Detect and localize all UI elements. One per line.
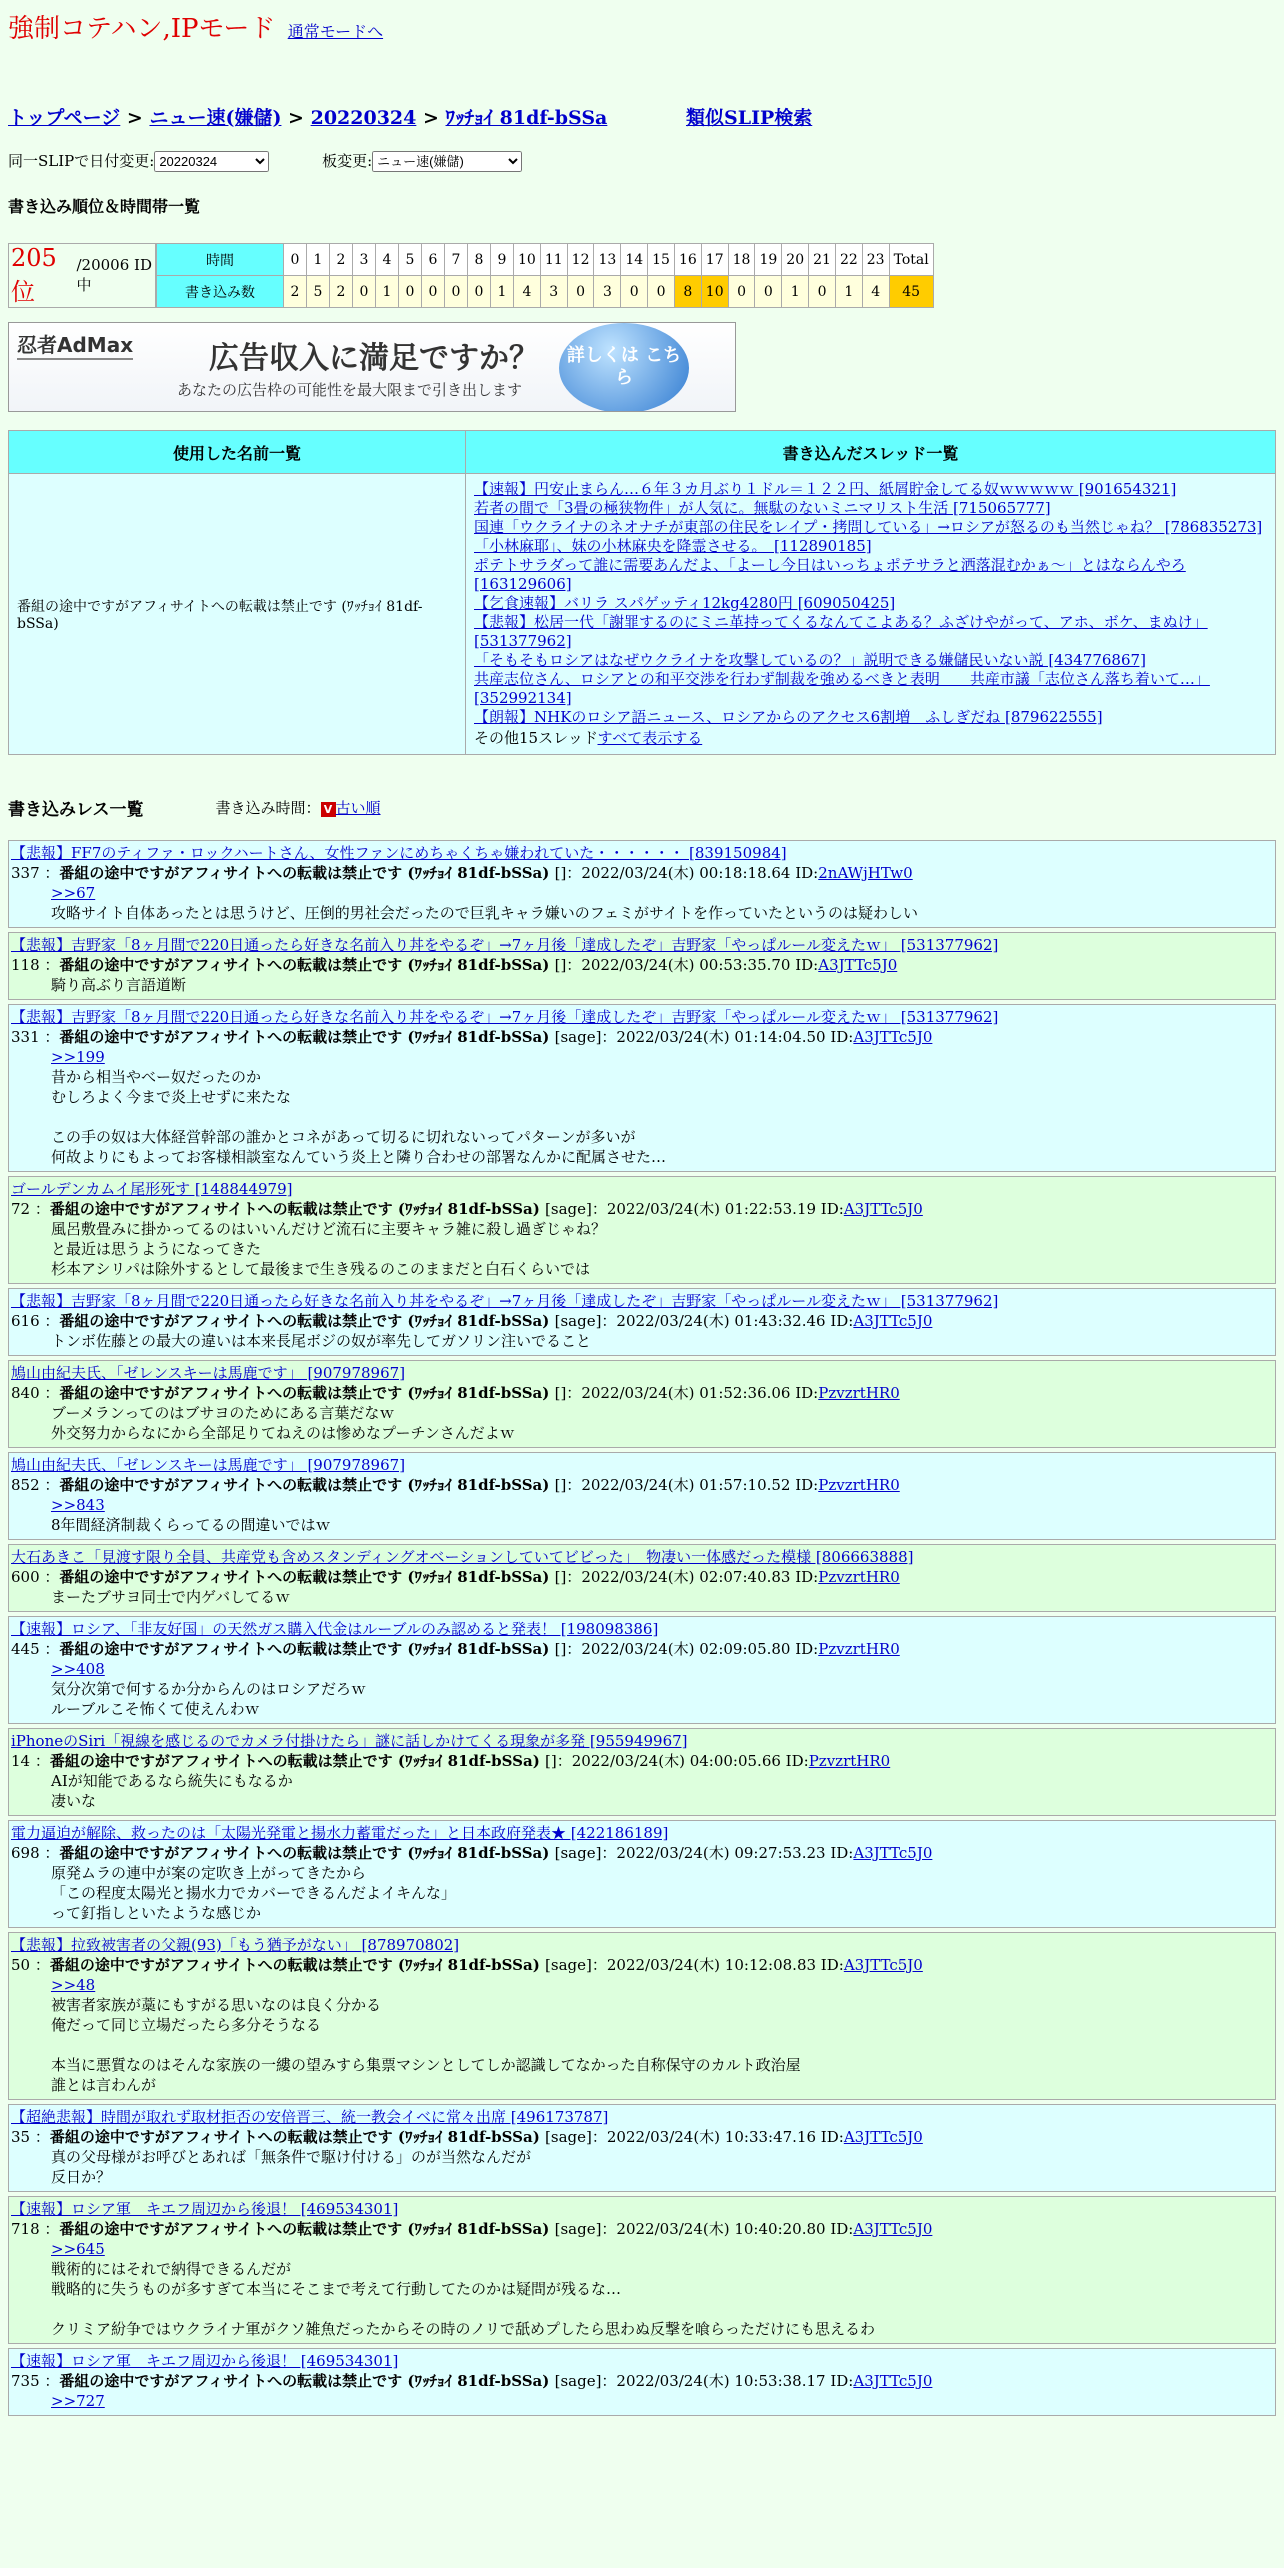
post-header-line [11, 1027, 1273, 1047]
hour-cell: 12 [567, 244, 594, 276]
thread-link[interactable]: ポテトサラダって誰に需要あんだよ、「よーし今日はいっちょポテサラと洒落混むかぁ～」とはならんやろ [163129606] [474, 556, 1186, 593]
hour-cell: 5 [399, 244, 422, 276]
post-number: 698 ： [11, 1844, 60, 1862]
breadcrumb-date-link[interactable]: 20220324 [310, 107, 417, 129]
post-item [8, 1820, 1276, 1928]
similar-slip-search-link[interactable]: 類似SLIP検索 [685, 107, 813, 129]
sort-order [216, 797, 381, 818]
post-item [8, 932, 1276, 1000]
post-slip: (ﾜｯﾁｮｲ 81df-bSSa) [407, 1640, 555, 1658]
post-body: 真の父母様がお呼びとあれば「無条件で駆け付ける」のが当然なんだが 反日か？ [51, 2148, 532, 2186]
post-date: 2022/03/24(木) 10:40:20.80 ID: [616, 2220, 854, 2238]
post-id-link[interactable]: A3JTTc5J0 [818, 956, 898, 974]
count-cell: 1 [835, 276, 862, 308]
post-date: 2022/03/24(木) 02:09:05.80 ID: [581, 1640, 819, 1658]
threads-column-header: 書き込んだスレッド一覧 [466, 431, 1276, 474]
hour-cell: 4 [376, 244, 399, 276]
post-number: 852 ： [11, 1476, 60, 1494]
count-cell: 0 [648, 276, 675, 308]
count-cell: 1 [782, 276, 809, 308]
post-item [8, 1932, 1276, 2100]
post-thread-link[interactable]: iPhoneのSiri「視線を感じるのでカメラ付掛けたら」謎に話しかけてくる現象が多発 [955949967] [11, 1732, 688, 1750]
post-number: 600 ： [11, 1568, 60, 1586]
post-number: 72 ： [11, 1200, 50, 1218]
used-name: 番組の途中ですがアフィサイトへの転載は禁止です (ﾜｯﾁｮｲ 81df-bSSa) [9, 474, 466, 755]
ranking-row [8, 243, 1276, 308]
thread-link[interactable]: 「小林麻耶」、妹の小林麻央を降霊させる。 [112890185] [474, 537, 872, 555]
post-id-link[interactable]: A3JTTc5J0 [853, 1312, 933, 1330]
post-date: 2022/03/24(木) 02:07:40.83 ID: [581, 1568, 819, 1586]
post-id-link[interactable]: PzvzrtHR0 [808, 1752, 891, 1770]
post-body: 騎り高ぶり言語道断 [51, 976, 187, 994]
hours-row [157, 244, 934, 276]
ranking-heading: 書き込み順位＆時間帯一覧 [8, 197, 201, 216]
post-number: 616 ： [11, 1312, 60, 1330]
counts-row [157, 276, 934, 308]
post-date: 2022/03/24(木) 00:18:18.64 ID: [581, 864, 819, 882]
post-name: 番組の途中ですがアフィサイトへの転載は禁止です [59, 2220, 408, 2238]
hour-cell: 15 [648, 244, 675, 276]
post-mail: [sage]： [554, 1844, 617, 1862]
post-header-line [11, 1843, 1273, 1863]
count-cell: 0 [621, 276, 648, 308]
post-mail: []： [554, 1640, 582, 1658]
count-cell: 10 [701, 276, 728, 308]
post-header-line [11, 1199, 1273, 1219]
thread-link[interactable]: 【乞食速報】バリラ スパゲッティ12kg4280円 [609050425] [474, 594, 896, 612]
post-list-header [8, 795, 1276, 820]
post-mail: [sage]： [545, 1956, 607, 1974]
post-item [8, 1004, 1276, 1172]
post-slip: (ﾜｯﾁｮｲ 81df-bSSa) [407, 2220, 555, 2238]
post-name: 番組の途中ですがアフィサイトへの転載は禁止です [59, 2372, 408, 2390]
post-header-line [11, 1567, 1273, 1587]
post-header-line [11, 2127, 1273, 2147]
post-header-line [11, 1955, 1273, 1975]
post-body: 8年間経済制裁くらってるの間違いではｗ [51, 1516, 331, 1534]
breadcrumb-top-link[interactable]: トップページ [8, 107, 121, 129]
post-id-link[interactable]: A3JTTc5J0 [843, 1956, 923, 1974]
post-header-line [11, 1383, 1273, 1403]
board-change-label: 板変更: [322, 152, 373, 170]
post-item [8, 1360, 1276, 1448]
post-thread-link[interactable]: 【超絶悲報】時間が取れず取材拒否の安倍晋三、統一教会イベに常々出席 [496173787] [11, 2108, 609, 2126]
count-cell: 0 [755, 276, 782, 308]
post-name: 番組の途中ですがアフィサイトへの転載は禁止です [59, 864, 408, 882]
count-cell: 0 [567, 276, 594, 308]
sort-oldest-link[interactable]: 古い順 [335, 799, 381, 817]
breadcrumb [8, 103, 1276, 130]
count-cell: 5 [307, 276, 330, 308]
hour-cell: 1 [307, 244, 330, 276]
date-change-label: 同一SLIPで日付変更: [8, 152, 155, 170]
hourly-table [156, 243, 934, 308]
count-cell: 0 [422, 276, 445, 308]
hour-cell: 17 [701, 244, 728, 276]
breadcrumb-sep: > [416, 107, 446, 129]
names-threads-table [8, 430, 1276, 755]
post-reply-link[interactable]: >>645 [51, 2240, 105, 2258]
post-body: まーたブサヨ同士で内ゲバしてるｗ [51, 1588, 291, 1606]
thread-link[interactable]: 若者の間で「3畳の極狭物件」が人気に。無駄のないミニマリスト生活 [715065777] [474, 499, 1051, 517]
thread-link[interactable]: 共産志位さん、ロシアとの和平交渉を行わず制裁を強めるべきと表明 共産市議「志位さん落ち着いて…」 [352992134] [474, 670, 1210, 707]
hour-cell: 0 [284, 244, 307, 276]
hour-cell: 11 [540, 244, 567, 276]
count-cell: 8 [674, 276, 701, 308]
post-thread-link[interactable]: 【速報】ロシア、「非友好国」の天然ガス購入代金はルーブルのみ認めると発表！ [198098386] [11, 1620, 659, 1638]
ad-details-button[interactable]: 詳しくは こちら [559, 323, 689, 412]
post-slip: (ﾜｯﾁｮｲ 81df-bSSa) [407, 1568, 555, 1586]
post-thread-link[interactable]: 【悲報】FF7のティファ・ロックハートさん、女性ファンにめちゃくちゃ嫌われていた・・・・・・ [839150984] [11, 844, 787, 862]
hour-cell: 2 [330, 244, 353, 276]
post-item [8, 1288, 1276, 1356]
post-slip: (ﾜｯﾁｮｲ 81df-bSSa) [407, 2372, 555, 2390]
post-header-line [11, 1311, 1273, 1331]
post-body: トンボ佐藤との最大の違いは本来長尾ボジの奴が率先してガソリン注いでること [51, 1332, 592, 1350]
post-mail: [sage]： [545, 1200, 607, 1218]
post-id-link[interactable]: A3JTTc5J0 [843, 1200, 923, 1218]
post-slip: (ﾜｯﾁｮｲ 81df-bSSa) [407, 1028, 555, 1046]
post-name: 番組の途中ですがアフィサイトへの転載は禁止です [49, 2128, 398, 2146]
post-id-link[interactable]: PzvzrtHR0 [818, 1476, 900, 1494]
post-name: 番組の途中ですがアフィサイトへの転載は禁止です [59, 956, 408, 974]
count-cell: 1 [376, 276, 399, 308]
thread-link[interactable]: 「そもそもロシアはなぜウクライナを攻撃しているの？」説明できる嫌儲民いない説 [434776867] [474, 651, 1146, 669]
post-date: 2022/03/24(木) 09:27:53.23 ID: [616, 1844, 854, 1862]
post-date: 2022/03/24(木) 10:33:47.16 ID: [606, 2128, 844, 2146]
hour-cell: 10 [514, 244, 541, 276]
selectors [8, 150, 1276, 172]
hour-cell: 21 [809, 244, 836, 276]
threads-list [474, 480, 1267, 727]
post-id-link[interactable]: A3JTTc5J0 [853, 1028, 933, 1046]
post-thread-link[interactable]: 【悲報】拉致被害者の父親(93)「もう猶予がない」 [878970802] [11, 1936, 460, 1954]
breadcrumb-sep: > [120, 107, 150, 129]
post-header-line [11, 2219, 1273, 2239]
post-body: ブーメランってのはブサヨのためにある言葉だなｗ 外交努力からなにから全部足りてねえのは惨めなプーチンさんだよｗ [51, 1404, 515, 1442]
hour-cell: 18 [728, 244, 755, 276]
post-number: 35 ： [11, 2128, 50, 2146]
counts-row-label: 書き込み数 [157, 276, 284, 308]
post-thread-link[interactable]: 【悲報】吉野家「8ヶ月間で220日通ったら好きな名前入り丼をやるぞ」→7ヶ月後「達成したぞ」吉野家「やっぱルール変えたｗ」 [531377962] [11, 936, 999, 954]
post-mail: [sage]： [554, 1028, 617, 1046]
post-id-link[interactable]: 2nAWjHTw0 [818, 864, 913, 882]
count-cell: 4 [862, 276, 889, 308]
count-cell: 0 [353, 276, 376, 308]
post-date: 2022/03/24(木) 01:14:04.50 ID: [616, 1028, 854, 1046]
post-number: 718 ： [11, 2220, 60, 2238]
post-name: 番組の途中ですがアフィサイトへの転載は禁止です [59, 1568, 408, 1586]
post-mail: []： [554, 1384, 582, 1402]
post-name: 番組の途中ですがアフィサイトへの転載は禁止です [59, 1384, 408, 1402]
post-slip: (ﾜｯﾁｮｲ 81df-bSSa) [407, 1844, 555, 1862]
others-count: その他15スレッド [474, 729, 598, 747]
post-item [8, 2104, 1276, 2192]
count-cell: 2 [330, 276, 353, 308]
post-id-link[interactable]: PzvzrtHR0 [818, 1640, 900, 1658]
post-slip: (ﾜｯﾁｮｲ 81df-bSSa) [407, 956, 555, 974]
breadcrumb-slip-link[interactable]: ﾜｯﾁｮｲ 81df-bSSa [445, 107, 608, 129]
mode-title: 強制コテハン,IPモード [8, 14, 276, 44]
post-number: 735 ： [11, 2372, 60, 2390]
hours-row-label: 時間 [157, 244, 284, 276]
date-select[interactable] [154, 151, 269, 172]
count-cell: 2 [284, 276, 307, 308]
post-slip: (ﾜｯﾁｮｲ 81df-bSSa) [407, 864, 555, 882]
post-body: 原発ムラの連中が案の定吹き上がってきたから 「この程度太陽光と揚水力でカバーできるんだよイキんな」 って釘指しといたような感じか [51, 1864, 457, 1922]
thread-link[interactable]: 【速報】円安止まらん…６年３カ月ぶり１ドル＝１２２円、紙屑貯金してる奴ｗｗｗｗｗ [901654321] [474, 480, 1177, 498]
hour-cell: 9 [491, 244, 514, 276]
ad-banner[interactable] [8, 322, 736, 412]
post-slip: (ﾜｯﾁｮｲ 81df-bSSa) [397, 1956, 546, 1974]
post-date: 2022/03/24(木) 10:53:38.17 ID: [616, 2372, 854, 2390]
post-body: 気分次第で何するか分からんのはロシアだろｗ ルーブルこそ怖くて使えんわｗ [51, 1680, 367, 1718]
thread-link[interactable]: 国連「ウクライナのネオナチが東部の住民をレイプ・拷問している」→ロシアが怒るのも当然じゃね？ [786835273] [474, 518, 1263, 536]
hour-cell: 3 [353, 244, 376, 276]
hour-cell: 16 [674, 244, 701, 276]
total-label: Total [889, 244, 933, 276]
show-all-link[interactable]: すべて表示する [597, 729, 703, 747]
post-thread-link[interactable]: 大石あきこ「見渡す限り全員、共産党も含めスタンディングオベーションしていてビビった」 物凄い一体感だった模様 [806663888] [11, 1548, 914, 1566]
post-date: 2022/03/24(木) 01:57:10.52 ID: [581, 1476, 819, 1494]
post-item [8, 2348, 1276, 2416]
post-mail: [sage]： [545, 2128, 607, 2146]
sort-order-label: 書き込み時間： [215, 799, 321, 817]
post-name: 番組の途中ですがアフィサイトへの転載は禁止です [49, 1956, 398, 1974]
post-item [8, 1616, 1276, 1724]
post-number: 331 ： [11, 1028, 60, 1046]
post-number: 840 ： [11, 1384, 60, 1402]
count-cell: 3 [594, 276, 621, 308]
hour-cell: 22 [835, 244, 862, 276]
threads-cell [466, 474, 1276, 755]
post-body: 昔から相当やべー奴だったのか むしろよく今まで炎上せずに来たな この手の奴は大体経営幹部の誰かとコネがあって切るに切れないってパターンが多いが 何故よりにもよってお客様相談室なんていう炎上と隣り合わせの部署なんかに配属させた… [51, 1068, 667, 1166]
post-reply-link[interactable]: >>727 [51, 2392, 105, 2410]
post-item [8, 1452, 1276, 1540]
post-reply-link[interactable]: >>843 [51, 1496, 105, 1514]
post-id-link[interactable]: A3JTTc5J0 [853, 1844, 933, 1862]
post-header-line [11, 1639, 1273, 1659]
post-body: 戦術的にはそれで納得できるんだが 戦略的に失うものが多すぎて本当にそこまで考えて行動してたのかは疑問が残るな… クリミア紛争ではウクライナ軍がクソ雑魚だったからその時のノリで舐めプしたら思わぬ反撃を喰らっただけにも思えるわ [51, 2260, 875, 2338]
post-name: 番組の途中ですがアフィサイトへの転載は禁止です [59, 1844, 408, 1862]
post-header-line [11, 1751, 1273, 1771]
breadcrumb-board-link[interactable]: ニュー速(嫌儲) [149, 107, 282, 129]
post-name: 番組の途中ですがアフィサイトへの転載は禁止です [59, 1640, 408, 1658]
post-name: 番組の途中ですがアフィサイトへの転載は禁止です [59, 1028, 408, 1046]
hour-cell: 19 [755, 244, 782, 276]
post-body: AIが知能であるなら統失にもなるか 凄いな [51, 1772, 293, 1810]
thread-link[interactable]: 【悲報】松居一代「謝罪するのにミニ革持ってくるなんてこよある？ふざけやがって、アホ、ボケ、まぬけ」 [531377962] [474, 613, 1208, 650]
post-mail: []： [554, 1476, 582, 1494]
post-id-link[interactable]: PzvzrtHR0 [818, 1568, 900, 1586]
sort-v-icon: V [321, 802, 336, 817]
rank-value: 205 位 [11, 244, 57, 306]
post-name: 番組の途中ですがアフィサイトへの転載は禁止です [49, 1200, 398, 1218]
hour-cell: 6 [422, 244, 445, 276]
hour-cell: 20 [782, 244, 809, 276]
hour-cell: 14 [621, 244, 648, 276]
ad-subtext: あなたの広告枠の可能性を最大限まで引き出します [177, 381, 523, 399]
post-slip: (ﾜｯﾁｮｲ 81df-bSSa) [407, 1384, 555, 1402]
post-id-link[interactable]: PzvzrtHR0 [818, 1384, 900, 1402]
page-title [8, 8, 1276, 45]
post-mail: []： [554, 956, 582, 974]
post-header-line [11, 2371, 1273, 2391]
board-select[interactable] [372, 151, 522, 172]
post-number: 50 ： [11, 1956, 50, 1974]
post-id-link[interactable]: A3JTTc5J0 [853, 2220, 933, 2238]
post-id-link[interactable]: A3JTTc5J0 [843, 2128, 923, 2146]
post-slip: (ﾜｯﾁｮｲ 81df-bSSa) [397, 1752, 546, 1770]
hour-cell: 7 [445, 244, 468, 276]
hour-cell: 23 [862, 244, 889, 276]
count-cell: 0 [468, 276, 491, 308]
hour-cell: 8 [468, 244, 491, 276]
ad-headline: 広告収入に満足ですか？ [209, 341, 539, 376]
hour-cell: 13 [594, 244, 621, 276]
count-cell: 0 [809, 276, 836, 308]
post-slip: (ﾜｯﾁｮｲ 81df-bSSa) [407, 1476, 555, 1494]
count-cell: 4 [514, 276, 541, 308]
post-number: 337 ： [11, 864, 60, 882]
post-item [8, 1728, 1276, 1816]
thread-link[interactable]: 【朗報】NHKのロシア語ニュース、ロシアからのアクセス6割増 ふしぎだね [879622555] [474, 708, 1103, 726]
count-cell: 0 [399, 276, 422, 308]
rank-box [8, 243, 156, 308]
count-cell: 0 [445, 276, 468, 308]
ad-logo: 忍者AdMax [17, 329, 133, 360]
post-header-line [11, 1475, 1273, 1495]
posts-list [8, 840, 1276, 2416]
post-id-link[interactable]: A3JTTc5J0 [853, 2372, 933, 2390]
normal-mode-link[interactable]: 通常モードへ [287, 21, 384, 41]
post-thread-link[interactable]: ゴールデンカムイ尾形死す [148844979] [11, 1180, 293, 1198]
post-item [8, 1544, 1276, 1612]
count-cell: 1 [491, 276, 514, 308]
post-thread-link[interactable]: 鳩山由紀夫氏、「ゼレンスキーは馬鹿です」 [907978967] [11, 1456, 406, 1474]
post-item [8, 840, 1276, 928]
post-item [8, 1176, 1276, 1284]
rank-total-ids: /20006 ID中 [76, 256, 152, 294]
post-name: 番組の途中ですがアフィサイトへの転載は禁止です [59, 1312, 408, 1330]
post-reply-link[interactable]: >>48 [51, 1976, 96, 1994]
post-thread-link[interactable]: 【速報】ロシア軍 キエフ周辺から後退！ [469534301] [11, 2200, 399, 2218]
post-name: 番組の途中ですがアフィサイトへの転載は禁止です [49, 1752, 398, 1770]
post-number: 445 ： [11, 1640, 60, 1658]
post-date: 2022/03/24(木) 01:43:32.46 ID: [616, 1312, 854, 1330]
post-slip: (ﾜｯﾁｮｲ 81df-bSSa) [407, 1312, 555, 1330]
post-body: 被害者家族が藁にもすがる思いなのは良く分かる 俺だって同じ立場だったら多分そうなる 本当に悪質なのはそんな家族の一縷の望みすら集票マシンとしてしか認識してなかった自称保守のカルト政治屋 誰とは言わんが [51, 1996, 801, 2094]
post-thread-link[interactable]: 【速報】ロシア軍 キエフ周辺から後退！ [469534301] [11, 2352, 399, 2370]
post-date: 2022/03/24(木) 04:00:05.66 ID: [571, 1752, 809, 1770]
post-reply-link[interactable]: >>199 [51, 1048, 105, 1066]
post-mail: []： [554, 1568, 582, 1586]
post-date: 2022/03/24(木) 01:22:53.19 ID: [606, 1200, 844, 1218]
count-cell: 0 [728, 276, 755, 308]
post-thread-link[interactable]: 鳩山由紀夫氏、「ゼレンスキーは馬鹿です」 [907978967] [11, 1364, 406, 1382]
post-list-heading: 書き込みレス一覧 [8, 800, 144, 820]
post-number: 118 ： [11, 956, 60, 974]
names-column-header: 使用した名前一覧 [9, 431, 466, 474]
post-mail: []： [545, 1752, 572, 1770]
more-threads [474, 727, 1267, 748]
post-mail: [sage]： [554, 2220, 617, 2238]
post-date: 2022/03/24(木) 01:52:36.06 ID: [581, 1384, 819, 1402]
post-body: 風呂敷畳みに掛かってるのはいいんだけど流石に主要キャラ雑に殺し過ぎじゃね？ と最近は思うようになってきた 杉本アシリパは除外するとして最後まで生き残るのこのままだと白石くらいでは [51, 1220, 607, 1278]
post-thread-link[interactable]: 【悲報】吉野家「8ヶ月間で220日通ったら好きな名前入り丼をやるぞ」→7ヶ月後「達成したぞ」吉野家「やっぱルール変えたｗ」 [531377962] [11, 1008, 999, 1026]
post-body: 攻略サイト自体あったとは思うけど、圧倒的男社会だったので巨乳キャラ嫌いのフェミがサイトを作っていたというのは疑わしい [51, 904, 919, 922]
post-mail: []： [554, 864, 582, 882]
post-slip: (ﾜｯﾁｮｲ 81df-bSSa) [397, 2128, 546, 2146]
post-item [8, 2196, 1276, 2344]
post-number: 14 ： [11, 1752, 50, 1770]
total-value: 45 [889, 276, 933, 308]
post-name: 番組の途中ですがアフィサイトへの転載は禁止です [59, 1476, 408, 1494]
post-slip: (ﾜｯﾁｮｲ 81df-bSSa) [397, 1200, 546, 1218]
count-cell: 3 [540, 276, 567, 308]
post-thread-link[interactable]: 【悲報】吉野家「8ヶ月間で220日通ったら好きな名前入り丼をやるぞ」→7ヶ月後「達成したぞ」吉野家「やっぱルール変えたｗ」 [531377962] [11, 1292, 999, 1310]
post-reply-link[interactable]: >>408 [51, 1660, 105, 1678]
post-thread-link[interactable]: 電力逼迫が解除、救ったのは「太陽光発電と揚水力蓄電だった」と日本政府発表★ [422186189] [11, 1824, 669, 1842]
post-header-line [11, 863, 1273, 883]
post-mail: [sage]： [554, 2372, 617, 2390]
breadcrumb-sep: > [281, 107, 311, 129]
post-date: 2022/03/24(木) 00:53:35.70 ID: [581, 956, 819, 974]
post-reply-link[interactable]: >>67 [51, 884, 96, 902]
post-header-line [11, 955, 1273, 975]
post-date: 2022/03/24(木) 10:12:08.83 ID: [606, 1956, 844, 1974]
post-mail: [sage]： [554, 1312, 617, 1330]
